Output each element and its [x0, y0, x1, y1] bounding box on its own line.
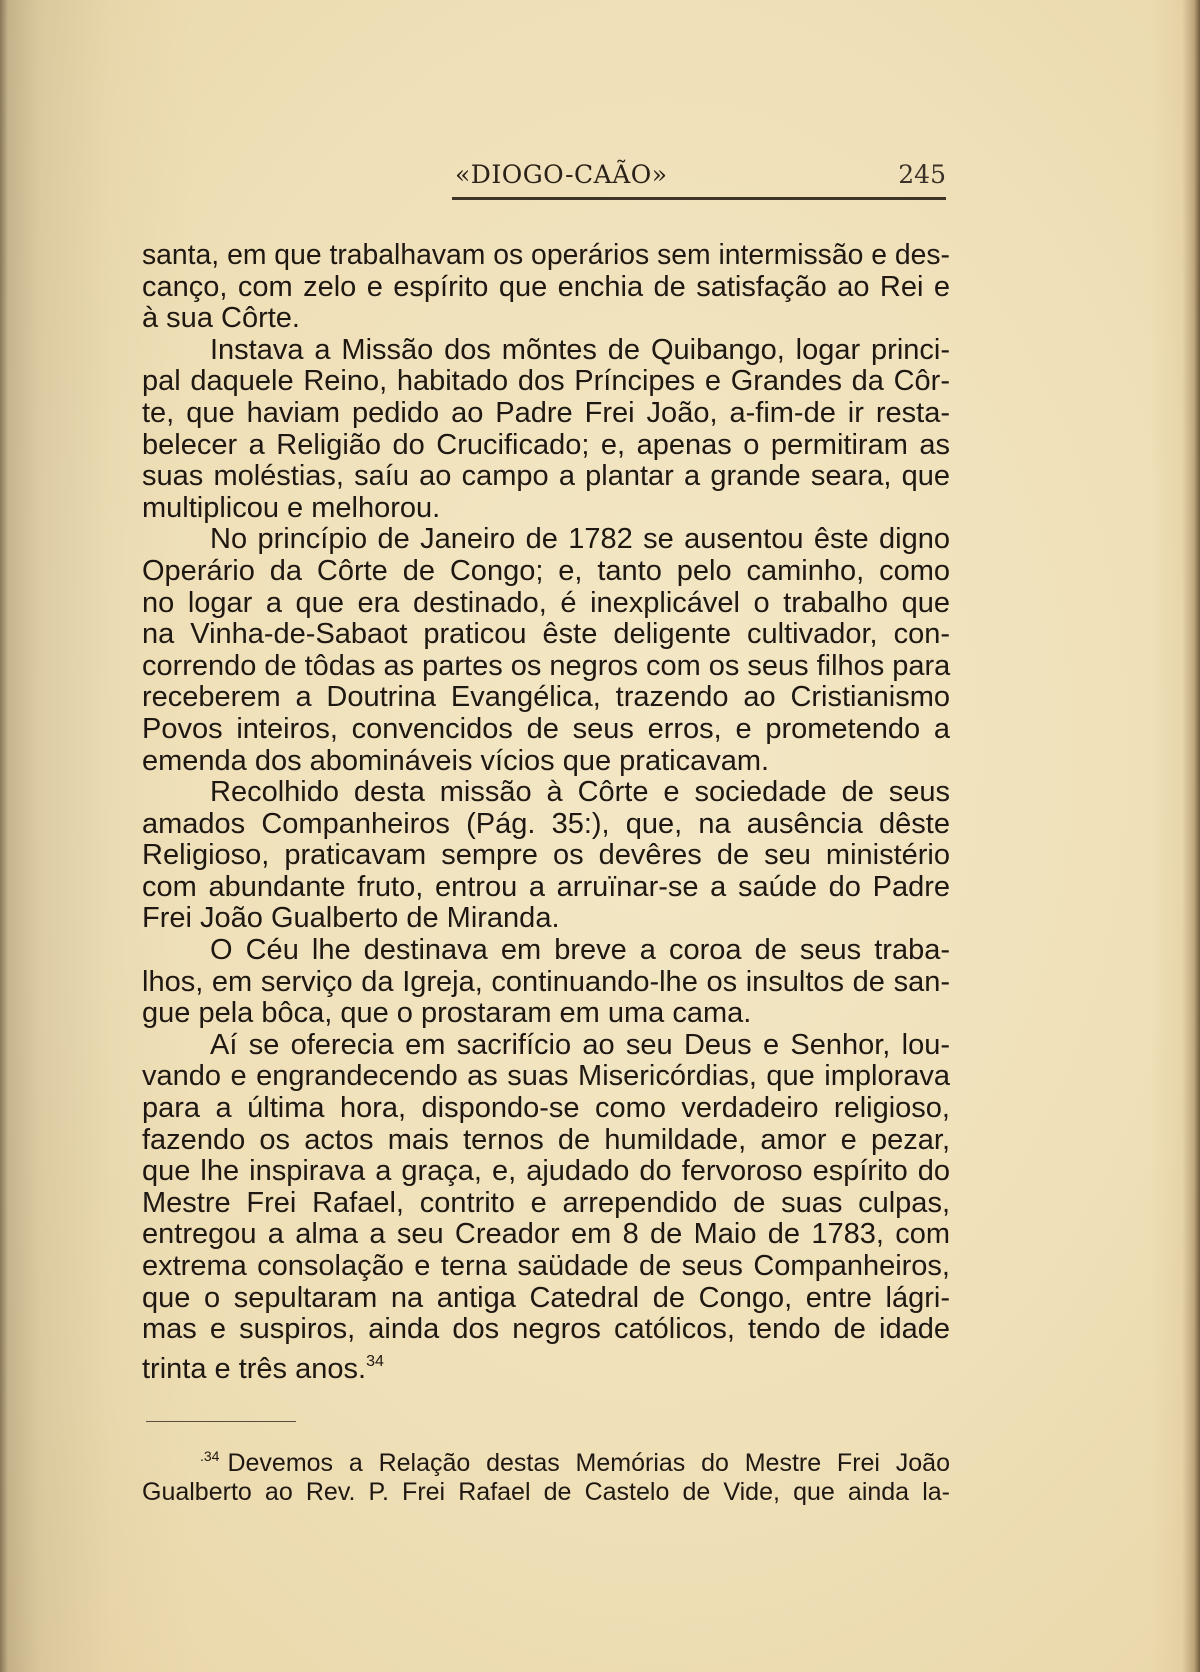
text-line — [142, 1156, 950, 1188]
text-line-content: te, que haviam pedido ao Padre Frei João, a-fim-de ir resta- — [142, 396, 950, 429]
running-header — [452, 160, 946, 200]
text-line-content: O Céu lhe destinava em breve a coroa de seus traba- — [210, 934, 950, 967]
text-line-content: Aí se oferecia em sacrifício ao seu Deus e Senhor, lou- — [210, 1028, 950, 1061]
text-line — [142, 1314, 950, 1346]
text-line — [142, 903, 950, 935]
text-line-content: que o sepultaram na antiga Catedral de Congo, entre lágri- — [142, 1281, 950, 1314]
text-line-content: Operário da Côrte de Congo; e, tanto pelo caminho, como — [142, 554, 950, 587]
text-line-content: pal daquele Reino, habitado dos Príncipes e Grandes da Côr- — [142, 365, 950, 398]
text-line — [142, 493, 950, 525]
text-line-content: emenda dos abomináveis vícios que praticavam. — [142, 744, 770, 777]
text-line-content: Frei João Gualberto de Miranda. — [142, 902, 560, 935]
text-line-content: para a última hora, dispondo-se como verdadeiro religioso, — [142, 1092, 950, 1125]
text-line — [142, 619, 950, 651]
text-line-content: à sua Côrte. — [142, 302, 300, 335]
text-line — [142, 1030, 950, 1062]
text-line-content: no logar a que era destinado, é inexplicável o trabalho que — [142, 586, 950, 619]
text-line-content: multiplicou e melhorou. — [142, 491, 441, 524]
text-line — [142, 1219, 950, 1251]
text-line — [142, 777, 950, 809]
text-line-content: amados Companheiros (Pág. 35:), que, na ausência dêste — [142, 807, 950, 840]
text-line — [142, 1125, 950, 1157]
text-line — [142, 809, 950, 841]
text-line — [142, 430, 950, 462]
text-line — [142, 1061, 950, 1093]
text-line-content: entregou a alma a seu Creador em 8 de Maio de 1783, com — [142, 1218, 950, 1251]
text-line — [142, 366, 950, 398]
text-line-content: Recolhido desta missão à Côrte e sociedade de seus — [210, 776, 950, 809]
text-line-content: receberem a Doutrina Evangélica, trazendo ao Cristianismo — [142, 681, 950, 714]
text-line — [142, 872, 950, 904]
text-line-content: No princípio de Janeiro de 1782 se ausentou êste digno — [210, 523, 950, 556]
text-line — [142, 335, 950, 367]
text-line-content: santa, em que trabalhavam os operários sem intermissão e des- — [142, 239, 950, 271]
text-line — [142, 524, 950, 556]
text-line-content: gue pela bôca, que o prostaram em uma cama. — [142, 997, 752, 1030]
text-line — [142, 1283, 950, 1315]
running-title: «DIOGO-CAÃO» — [455, 160, 668, 189]
text-line — [142, 998, 950, 1030]
text-line — [142, 746, 950, 778]
footnote-text: Devemos a Relação destas Memórias do Mestre Frei João — [227, 1449, 950, 1477]
text-line — [142, 1346, 950, 1386]
text-line-content: trinta e três anos. — [142, 1352, 367, 1385]
footnote-text: Gualberto ao Rev. P. Frei Rafael de Castelo de Vide, que ainda la- — [142, 1478, 950, 1506]
text-line-content: suas moléstias, saíu ao campo a plantar a grande seara, que — [142, 460, 950, 493]
page-gutter-shadow — [0, 0, 8, 1672]
footnote-marker: .34 — [200, 1448, 220, 1464]
text-line-content: Povos inteiros, convencidos de seus erros, e prometendo a — [142, 712, 950, 745]
text-line-content: correndo de tôdas as partes os negros com os seus filhos para — [142, 649, 951, 682]
body-text — [142, 240, 950, 1385]
text-line — [142, 303, 950, 335]
text-line — [142, 840, 950, 872]
text-line-content: vando e engrandecendo as suas Misericórdias, que implorava — [142, 1060, 950, 1093]
text-line — [142, 682, 950, 714]
text-line — [142, 556, 950, 588]
text-line — [142, 967, 950, 999]
text-line — [142, 272, 950, 304]
footnote-reference[interactable]: 34 — [366, 1352, 384, 1370]
text-line — [142, 240, 950, 272]
text-line-content: extrema consolação e terna saüdade de seus Companheiros, — [142, 1250, 950, 1282]
header-rule — [452, 197, 946, 200]
text-line — [142, 651, 950, 683]
text-line — [142, 588, 950, 620]
page-number: 245 — [898, 160, 946, 189]
text-line — [142, 714, 950, 746]
text-line-content: canço, com zelo e espírito que enchia de satisfação ao Rei e — [142, 270, 950, 303]
text-line — [142, 461, 950, 493]
text-line-content: mas e suspiros, ainda dos negros católicos, tendo de idade — [142, 1313, 950, 1346]
footnote-rule — [146, 1421, 296, 1422]
text-line — [142, 1188, 950, 1220]
footnote — [142, 1442, 950, 1507]
text-line-content: na Vinha-de-Sabaot praticou êste deligente cultivador, con- — [142, 618, 950, 651]
footnote-line — [142, 1442, 950, 1478]
text-line — [142, 935, 950, 967]
text-line-content: belecer a Religião do Crucificado; e, apenas o permitiram as — [142, 428, 950, 461]
text-line-content: fazendo os actos mais ternos de humildade, amor e pezar, — [142, 1123, 950, 1156]
text-line — [142, 1093, 950, 1125]
footnote-line — [142, 1478, 950, 1507]
text-line-content: Religioso, praticavam sempre os devêres de seu ministério — [142, 839, 950, 872]
text-line — [142, 398, 950, 430]
text-line-content: com abundante fruto, entrou a arruïnar-se a saúde do Padre — [142, 870, 950, 903]
text-line-content: lhos, em serviço da Igreja, continuando-lhe os insultos de san- — [142, 965, 950, 998]
text-line-content: que lhe inspirava a graça, e, ajudado do fervoroso espírito do — [142, 1155, 950, 1188]
text-line-content: Instava a Missão dos mõntes de Quibango, logar princi- — [210, 333, 950, 366]
text-line — [142, 1251, 950, 1283]
text-line-content: Mestre Frei Rafael, contrito e arrependido de suas culpas, — [142, 1186, 950, 1219]
